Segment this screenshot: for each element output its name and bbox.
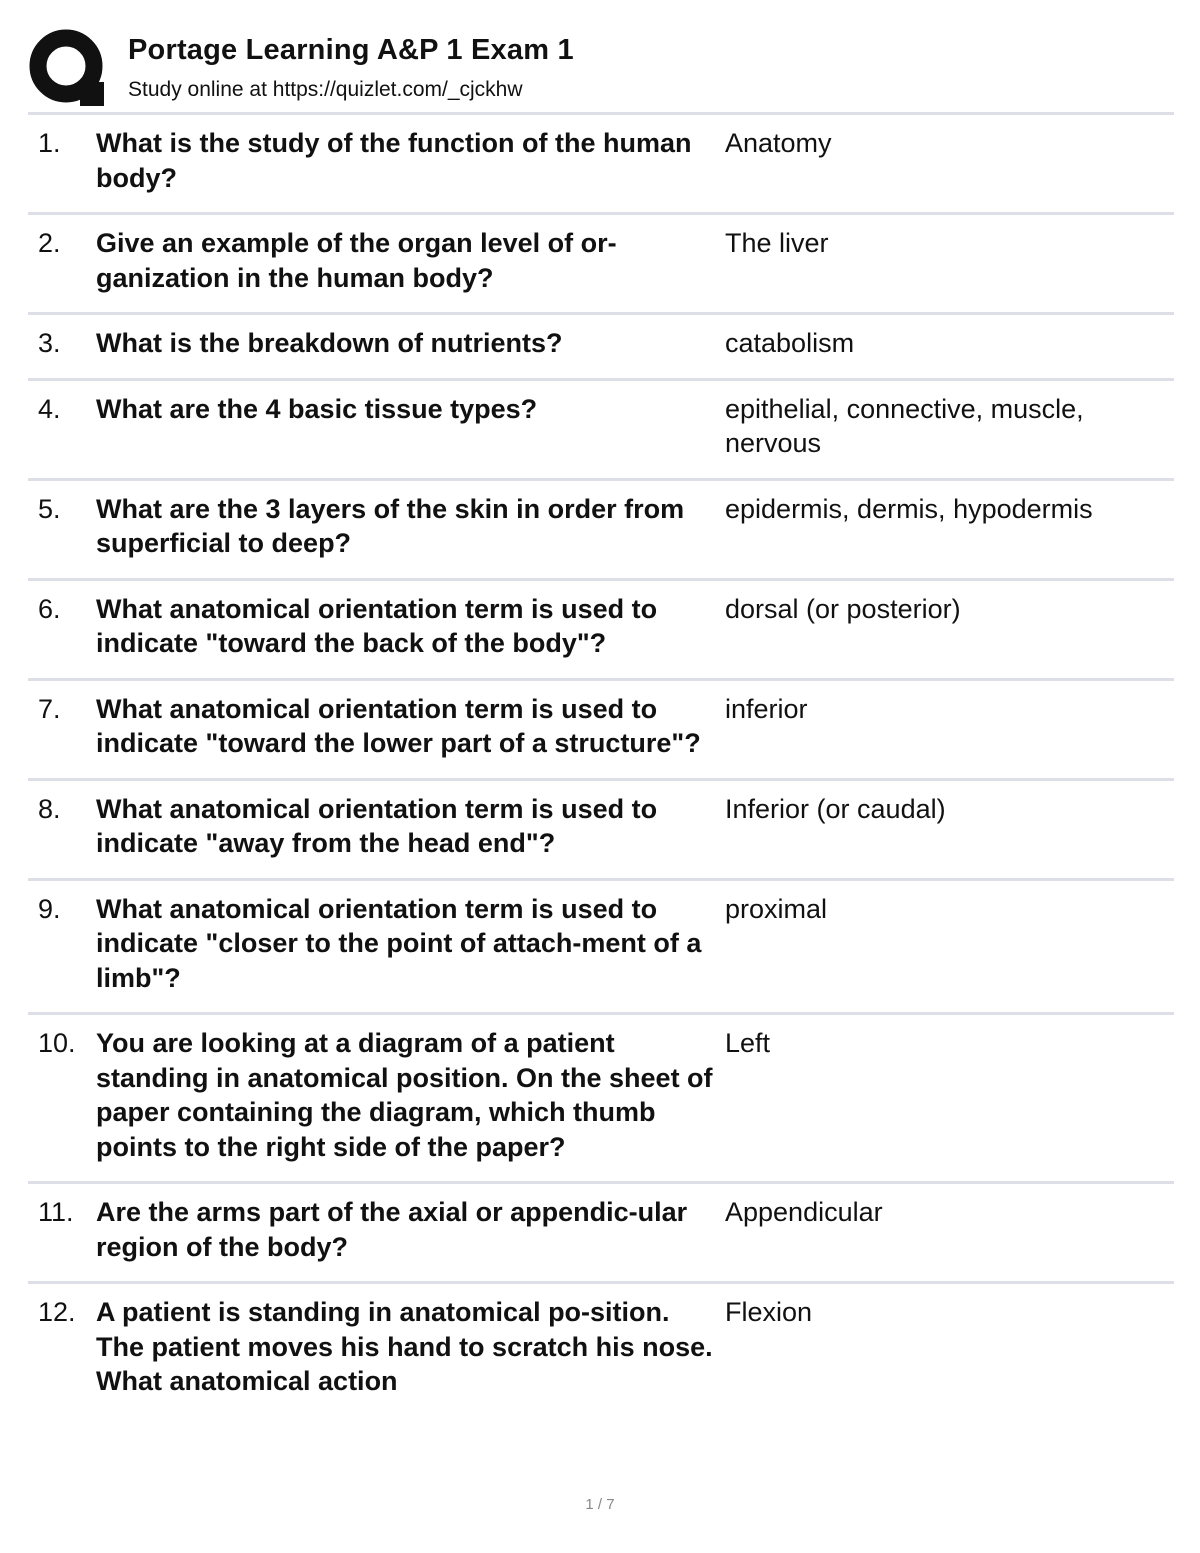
card-term: What is the study of the function of the human body? xyxy=(96,128,692,193)
card-term: What anatomical orientation term is used to indicate "toward the back of the body"? xyxy=(96,593,658,658)
card-number: 12. xyxy=(38,1297,76,1327)
card-definition: proximal xyxy=(725,893,828,924)
card-definition: Inferior (or caudal) xyxy=(725,793,946,824)
flashcard-row xyxy=(28,478,1174,578)
card-definition: Left xyxy=(725,1028,771,1058)
card-term: What anatomical orientation term is used to indicate "closer to the point of attach-ment of a limb"? xyxy=(96,893,702,993)
card-number: 11. xyxy=(38,1197,74,1227)
card-definition: Anatomy xyxy=(725,128,832,158)
card-number: 10. xyxy=(38,1028,76,1058)
card-term: Give an example of the organ level of or-ganization in the human body? xyxy=(96,228,617,293)
flashcard-row xyxy=(28,1181,1174,1281)
card-definition: inferior xyxy=(725,693,808,724)
card-term: What anatomical orientation term is used to indicate "away from the head end"? xyxy=(96,793,658,858)
card-term: What is the breakdown of nutrients? xyxy=(96,328,563,358)
flashcard-row xyxy=(28,1012,1174,1181)
quizlet-logo-icon xyxy=(28,28,108,108)
document-header xyxy=(28,28,1178,108)
card-term: You are looking at a diagram of a patient standing in anatomical position. On the sheet of paper containing the diagram, which thumb points to the right side of the paper? xyxy=(96,1028,713,1162)
card-number: 9. xyxy=(38,893,61,924)
flashcard-row xyxy=(28,778,1174,878)
card-term: What are the 3 layers of the skin in order from superficial to deep? xyxy=(96,493,685,558)
card-number: 2. xyxy=(38,228,61,258)
flashcard-row xyxy=(28,878,1174,1013)
document-title: Portage Learning A&P 1 Exam 1 xyxy=(128,34,574,66)
card-number: 7. xyxy=(38,693,61,724)
flashcard-row xyxy=(28,312,1174,378)
card-term: Are the arms part of the axial or appendic-ular region of the body? xyxy=(96,1197,688,1262)
card-definition: epidermis, dermis, hypodermis xyxy=(725,493,1093,524)
card-definition: dorsal (or posterior) xyxy=(725,593,961,624)
flashcard-row xyxy=(28,1281,1174,1416)
card-number: 6. xyxy=(38,593,61,624)
document-subtitle: Study online at https://quizlet.com/_cjckhw xyxy=(128,78,523,101)
card-number: 3. xyxy=(38,328,61,358)
card-term: A patient is standing in anatomical po-sition. The patient moves his hand to scratch his nose. What anatomical action xyxy=(96,1297,713,1396)
card-definition: The liver xyxy=(725,228,829,258)
flashcard-row xyxy=(28,378,1174,478)
card-definition: Flexion xyxy=(725,1297,813,1327)
flashcard-list xyxy=(28,112,1174,1416)
flashcard-row xyxy=(28,112,1174,212)
card-number: 1. xyxy=(38,128,61,158)
flashcard-row xyxy=(28,212,1174,312)
card-term: What anatomical orientation term is used to indicate "toward the lower part of a structure"? xyxy=(96,693,701,758)
flashcard-row xyxy=(28,678,1174,778)
page-number: 1 / 7 xyxy=(585,1496,615,1513)
card-definition: catabolism xyxy=(725,328,855,358)
card-number: 8. xyxy=(38,793,61,824)
flashcard-row xyxy=(28,578,1174,678)
card-definition: Appendicular xyxy=(725,1197,883,1227)
card-number: 5. xyxy=(38,493,61,524)
card-definition: epithelial, connective, muscle, nervous xyxy=(725,393,1084,458)
card-number: 4. xyxy=(38,393,61,424)
card-term: What are the 4 basic tissue types? xyxy=(96,393,538,424)
